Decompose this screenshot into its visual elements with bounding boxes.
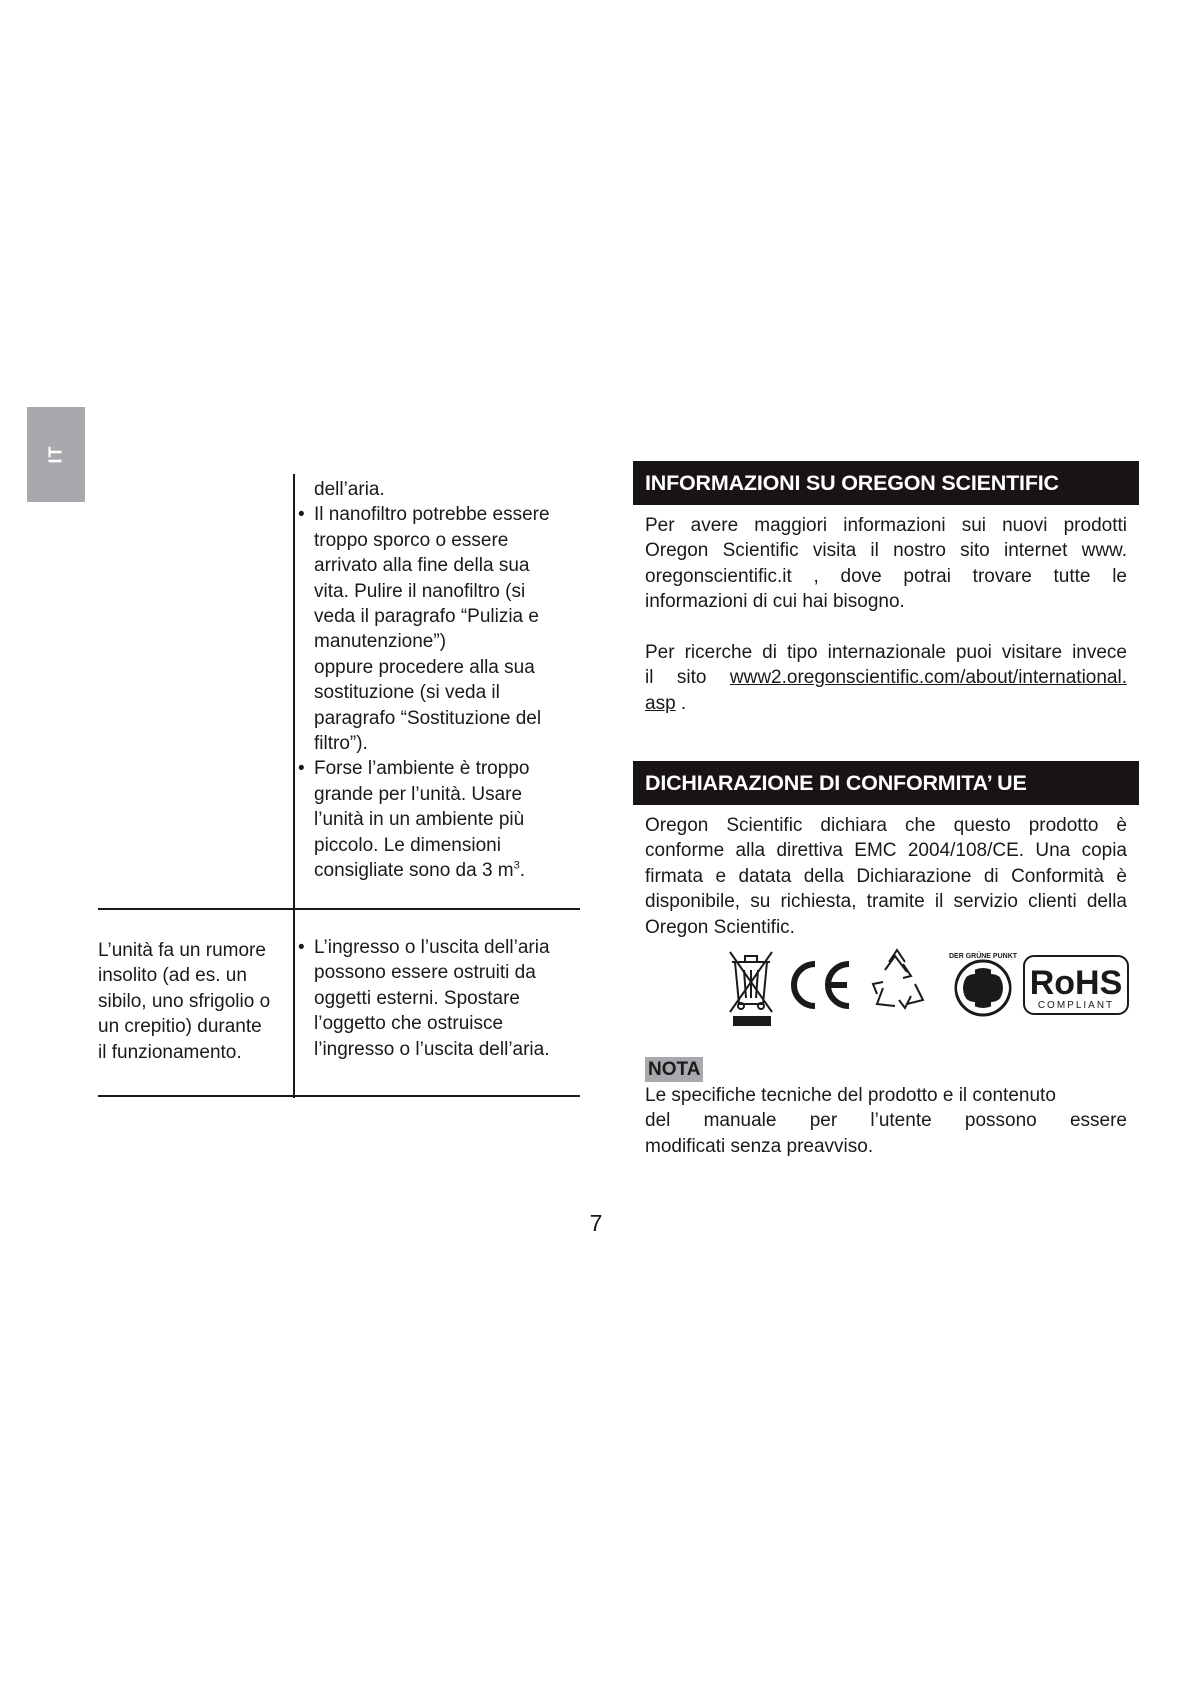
list-item: • Il nanofiltro potrebbe essere: [298, 502, 588, 527]
text-line: modificati senza preavviso.: [645, 1135, 874, 1157]
list-item: l’ingresso o l’uscita dell’aria.: [314, 1038, 550, 1060]
text-line: sibilo, uno sfrigolio o: [98, 990, 271, 1012]
certification-logos: [727, 948, 1131, 1028]
svg-text:DER GRÜNE PUNKT: DER GRÜNE PUNKT: [948, 953, 1018, 960]
text-line: disponibile, su richiesta, tramite il servizio clienti della: [645, 891, 1127, 913]
green-dot-icon: [949, 951, 1018, 1015]
recycle-icon: [873, 950, 923, 1008]
list-item: consigliate sono da 3 $m^3$.: [314, 859, 526, 882]
list-item: veda il paragrafo “Pulizia e: [314, 606, 539, 628]
info-paragraph-1: [645, 513, 1127, 615]
cause-list: [298, 477, 588, 858]
info-paragraph-2: Per ricerche di tipo internazionale puoi visitare invece il sito www2.oregonscientific.com/about/international. asp .: [645, 642, 1127, 714]
rohs-icon: [1024, 956, 1128, 1014]
text-line: firmata e datata della Dichiarazione di Conformità è: [645, 865, 1127, 887]
list-item: l’unità in un ambiente più: [314, 809, 525, 831]
text-line: Oregon Scientific.: [645, 916, 795, 938]
text-line: L’unità fa un rumore: [98, 940, 266, 961]
text-line: Per avere maggiori informazioni sui nuovi prodotti: [645, 515, 1127, 536]
table-cell-problem-row2: [98, 938, 288, 1065]
text-line: Oregon Scientific visita il nostro sito internet www.: [645, 540, 1127, 562]
list-item: troppo sporco o essere: [314, 529, 509, 551]
international-link[interactable]: www2.oregonscientific.com/about/international.: [729, 667, 1127, 689]
list-item: sostituzione (si veda il: [314, 682, 500, 704]
cause-list: [298, 935, 588, 1062]
list-item: dell’aria.: [314, 479, 385, 500]
text-line: Le specifiche tecniche del prodotto e il contenuto: [645, 1085, 1056, 1106]
list-item: manutenzione”): [314, 631, 447, 653]
section-title: INFORMAZIONI SU OREGON SCIENTIFIC: [645, 470, 1059, 495]
text-line: un crepitio) durante: [98, 1016, 262, 1038]
text-line: del manuale per l’utente possono essere: [645, 1110, 1127, 1132]
list-item: grande per l’unità. Usare: [314, 783, 523, 805]
weee-bar: [733, 1016, 771, 1026]
language-tab-label: IT: [45, 445, 66, 464]
section-header-conformity: [633, 761, 1139, 805]
note-label: NOTA: [645, 1057, 703, 1082]
list-item: • Forse l’ambiente è troppo: [298, 756, 588, 781]
list-item: filtro”).: [314, 733, 368, 755]
ce-mark-icon: [794, 964, 849, 1006]
list-item: vita. Pulire il nanofiltro (si: [314, 580, 526, 602]
table-row-divider: [98, 908, 580, 910]
table-cell-cause-row2: [298, 935, 588, 1062]
superscript: 3: [513, 859, 520, 872]
table-cell-cause-row1: [298, 477, 588, 884]
list-item: piccolo. Le dimensioni: [314, 834, 501, 856]
text-line: oregonscientific.it , dove potrai trovare tutte le: [645, 565, 1127, 587]
text-line: conforme alla direttiva EMC 2004/108/CE. Una copia: [645, 840, 1127, 862]
text-line: Oregon Scientific dichiara che questo prodotto è: [645, 815, 1127, 836]
text-line: insolito (ad es. un: [98, 965, 247, 987]
page-number: 7: [589, 1210, 603, 1236]
list-item: oggetti esterni. Spostare: [314, 987, 520, 1009]
section-title: DICHIARAZIONE DI CONFORMITA’ UE: [645, 770, 1027, 795]
note-paragraph: [645, 1083, 1127, 1159]
list-item: l’oggetto che ostruisce: [314, 1013, 504, 1035]
table-column-divider: [293, 474, 295, 1098]
svg-text:COMPLIANT: COMPLIANT: [1037, 1000, 1115, 1011]
language-tab: [27, 407, 85, 502]
list-item: arrivato alla fine della sua: [314, 555, 530, 577]
list-item: paragrafo “Sostituzione del: [314, 707, 542, 729]
table-bottom-border: [98, 1095, 580, 1097]
section-header-info: [633, 461, 1139, 505]
list-item: possono essere ostruiti da: [314, 962, 536, 984]
weee-bin-icon: [730, 952, 772, 1012]
list-item: oppure procedere alla sua: [314, 656, 535, 678]
svg-text:RoHS: RoHS: [1029, 964, 1123, 1002]
international-link-end[interactable]: asp: [645, 692, 676, 714]
text-line: il funzionamento.: [98, 1041, 242, 1063]
conformity-paragraph: [645, 813, 1127, 940]
list-item: • L’ingresso o l’uscita dell’aria: [298, 935, 588, 960]
text-line: informazioni di cui hai bisogno.: [645, 591, 905, 613]
